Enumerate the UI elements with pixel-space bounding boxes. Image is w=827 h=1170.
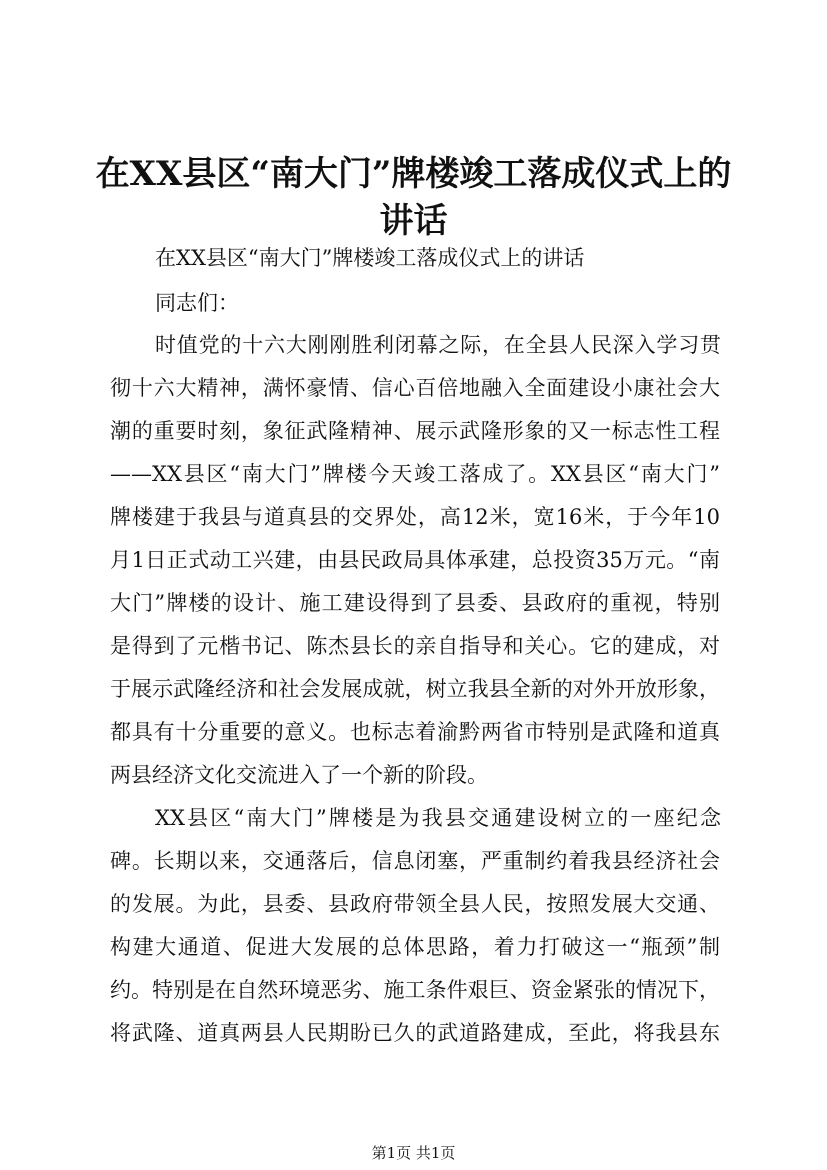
paragraph-2-line: 约。特别是在自然环境恶劣、施工条件艰巨、资金紧张的情况下，	[110, 978, 720, 1002]
document-subtitle: 在XX县区“南大门”牌楼竣工落成仪式上的讲话	[155, 246, 585, 270]
document-title-line-2: 讲话	[379, 201, 448, 241]
paragraph-1-line: 都具有十分重要的意义。也标志着渝黔两省市特别是武隆和道真	[110, 720, 720, 744]
paragraph-1-line: 时值党的十六大刚刚胜利闭幕之际，在全县人民深入学习贯	[155, 333, 721, 357]
paragraph-1-line: 大门”牌楼的设计、施工建设得到了县委、县政府的重视，特别	[110, 591, 720, 615]
paragraph-1-line: 是得到了元楷书记、陈杰县长的亲自指导和关心。它的建成，对	[110, 634, 720, 658]
paragraph-1-line: 于展示武隆经济和社会发展成就，树立我县全新的对外开放形象，	[110, 677, 720, 701]
paragraph-1-line: 潮的重要时刻，象征武隆精神、展示武隆形象的又一标志性工程	[110, 419, 720, 443]
paragraph-2-line: 构建大通道、促进大发展的总体思路，着力打破这一“瓶颈”制	[110, 935, 720, 959]
paragraph-1-line: 两县经济文化交流进入了一个新的阶段。	[110, 763, 488, 787]
paragraph-2-line: 将武隆、道真两县人民期盼已久的武道路建成，至此，将我县东	[110, 1021, 720, 1045]
paragraph-1-line: 月1日正式动工兴建，由县民政局具体承建，总投资35万元。“南	[110, 548, 720, 572]
paragraph-1-line: 牌楼建于我县与道真县的交界处，高12米，宽16米，于今年10	[110, 505, 720, 529]
salutation: 同志们：	[155, 291, 239, 315]
paragraph-2-line: 碑。长期以来，交通落后，信息闭塞，严重制约着我县经济社会	[110, 849, 720, 873]
page-footer: 第1页 共1页	[371, 1144, 456, 1162]
paragraph-2-line: XX县区“南大门”牌楼是为我县交通建设树立的一座纪念	[155, 806, 721, 830]
paragraph-1-line: ——XX县区“南大门”牌楼今天竣工落成了。XX县区“南大门”	[110, 462, 720, 486]
paragraph-2-line: 的发展。为此，县委、县政府带领全县人民，按照发展大交通、	[110, 892, 720, 916]
document-title-line-1: 在XX县区“南大门”牌楼竣工落成仪式上的	[95, 154, 732, 194]
paragraph-1-line: 彻十六大精神，满怀豪情、信心百倍地融入全面建设小康社会大	[110, 376, 720, 400]
